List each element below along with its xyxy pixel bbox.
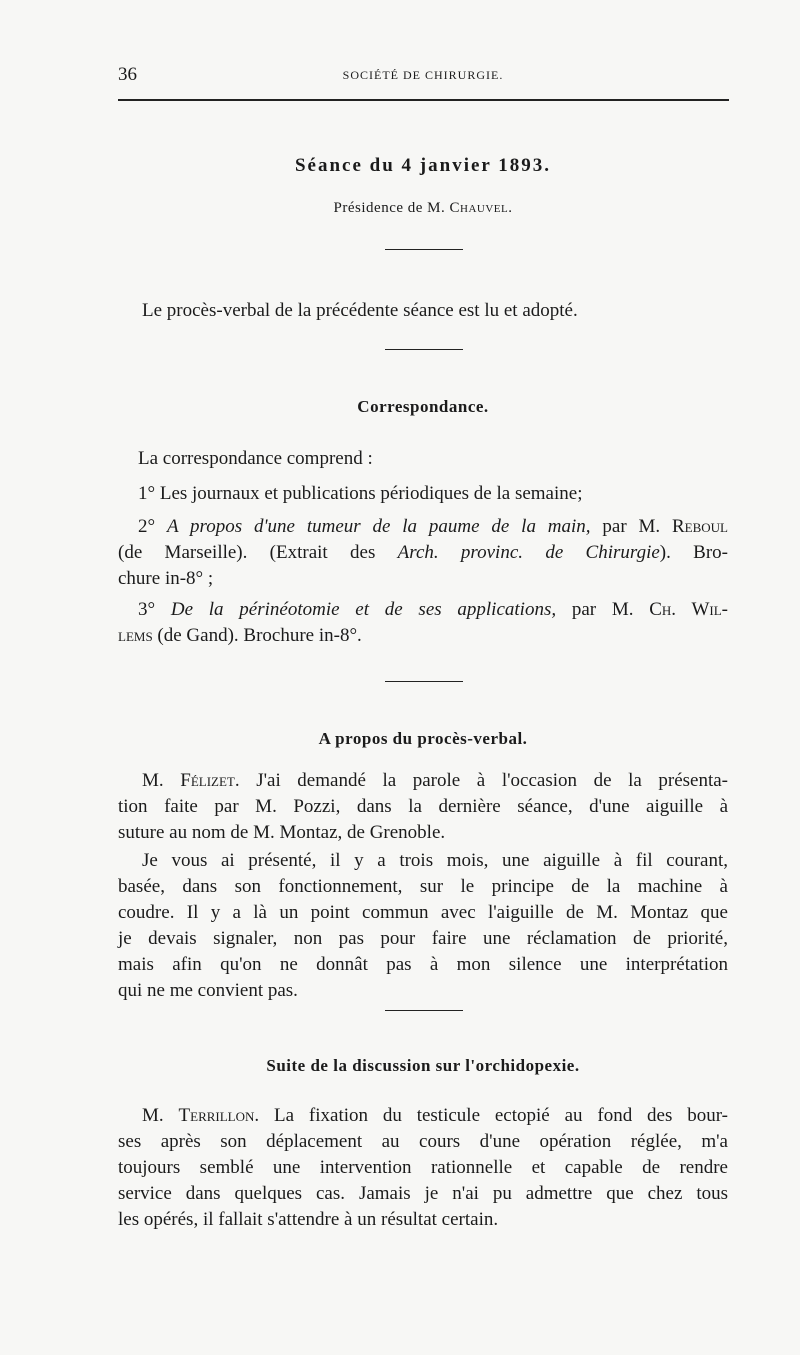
pv-p2-line-2: basée, dans son fonctionnement, sur le principe de la machine à <box>118 876 728 897</box>
pv-p2-line-6: qui ne me convient pas. <box>118 980 298 1001</box>
item2-l2a: (de Marseille). (Extrait des <box>118 542 376 563</box>
item2-l2b: ). Bro- <box>659 542 728 563</box>
item2-num: 2° <box>138 516 156 537</box>
item3-num: 3° <box>138 599 156 620</box>
orch-line-5: les opérés, il fallait s'attendre à un résultat certain. <box>118 1209 499 1230</box>
page-header <box>118 64 728 94</box>
presidence-prefix: Présidence de M. <box>333 200 446 216</box>
session-title: Séance du 4 janvier 1893. <box>294 155 551 176</box>
page-number: 36 <box>118 64 137 85</box>
orch-l1-rest: . La fixation du testicule ectopié au fond des bour- <box>254 1105 728 1126</box>
item3-line-1 <box>118 597 728 623</box>
pv-p2-line-3: coudre. Il y a là un point commun avec l'aiguille de M. Montaz que <box>118 902 728 923</box>
item3-rest: (de Gand). Brochure in-8°. <box>157 625 362 646</box>
header-rule <box>118 99 729 101</box>
item3-author-b: lems <box>118 625 153 646</box>
orch-line-3: toujours semblé une intervention rationnelle et capable de rendre <box>118 1157 728 1178</box>
pv-p2-line-5: mais afin qu'on ne donnât pas à mon silence une interprétation <box>118 954 728 975</box>
section-rule <box>385 1010 463 1011</box>
intro-text: La correspondance comprend : <box>138 448 373 469</box>
correspondance-item-2 <box>118 514 728 592</box>
section-rule <box>385 681 463 682</box>
pv-paragraph-1 <box>118 768 728 846</box>
running-head: SOCIÉTÉ DE CHIRURGIE. <box>342 68 504 82</box>
item2-by: par M. <box>602 516 661 537</box>
item3-title: De la périnéotomie et de ses applications, <box>170 599 557 620</box>
correspondance-intro <box>118 446 728 472</box>
item2-line-1 <box>118 514 728 540</box>
orchidopexie-paragraph <box>118 1103 728 1233</box>
speaker-terrillon: Terrillon <box>178 1105 255 1126</box>
item2-line-2 <box>118 540 728 566</box>
section-rule <box>385 349 463 350</box>
pv-paragraph-2 <box>118 848 728 1004</box>
pv-p1-line-1 <box>118 768 728 794</box>
presidence-name: Chauvel. <box>449 200 513 216</box>
orch-line-4: service dans quelques cas. Jamais je n'ai pu admettre que chez tous <box>118 1183 728 1204</box>
orchidopexie-heading: Suite de la discussion sur l'orchidopexie. <box>266 1056 580 1075</box>
item2-author: Reboul <box>671 516 728 537</box>
pv-p2-line-4: je devais signaler, non pas pour faire une réclamation de priorité, <box>118 928 728 949</box>
section-rule <box>385 249 463 250</box>
orch-line-2: ses après son déplacement au cours d'une opération réglée, m'a <box>118 1131 728 1152</box>
item3-line-2 <box>118 623 728 649</box>
pv-adopted-text: Le procès-verbal de la précédente séance est lu et adopté. <box>142 300 578 321</box>
item1-text: 1° Les journaux et publications périodiques de la semaine; <box>138 483 583 504</box>
orch-line-1 <box>118 1103 728 1129</box>
correspondance-item-3 <box>118 597 728 649</box>
pv-p1-line-3: suture au nom de M. Montaz, de Grenoble. <box>118 822 446 843</box>
pv-p1-l1-rest: . J'ai demandé la parole à l'occasion de la présenta- <box>234 770 729 791</box>
item3-by: par M. <box>571 599 634 620</box>
correspondance-heading: Correspondance. <box>357 397 489 416</box>
m-prefix: M. <box>142 770 164 791</box>
item3-author-a: Ch. Wil- <box>649 599 728 620</box>
pv-section-heading: A propos du procès-verbal. <box>318 729 528 748</box>
pv-p2-line-1: Je vous ai présenté, il y a trois mois, une aiguille à fil courant, <box>142 850 728 871</box>
correspondance-item-1 <box>118 481 728 507</box>
item2-journal: Arch. provinc. de Chirurgie <box>397 542 660 563</box>
item2-title: A propos d'une tumeur de la paume de la main, <box>166 516 591 537</box>
pv-p1-line-2: tion faite par M. Pozzi, dans la dernière séance, d'une aiguille à <box>118 796 728 817</box>
item2-line-3: chure in-8° ; <box>118 568 214 589</box>
presidence-line <box>118 200 728 217</box>
m-prefix: M. <box>142 1105 164 1126</box>
speaker-felizet: Félizet <box>180 770 235 791</box>
